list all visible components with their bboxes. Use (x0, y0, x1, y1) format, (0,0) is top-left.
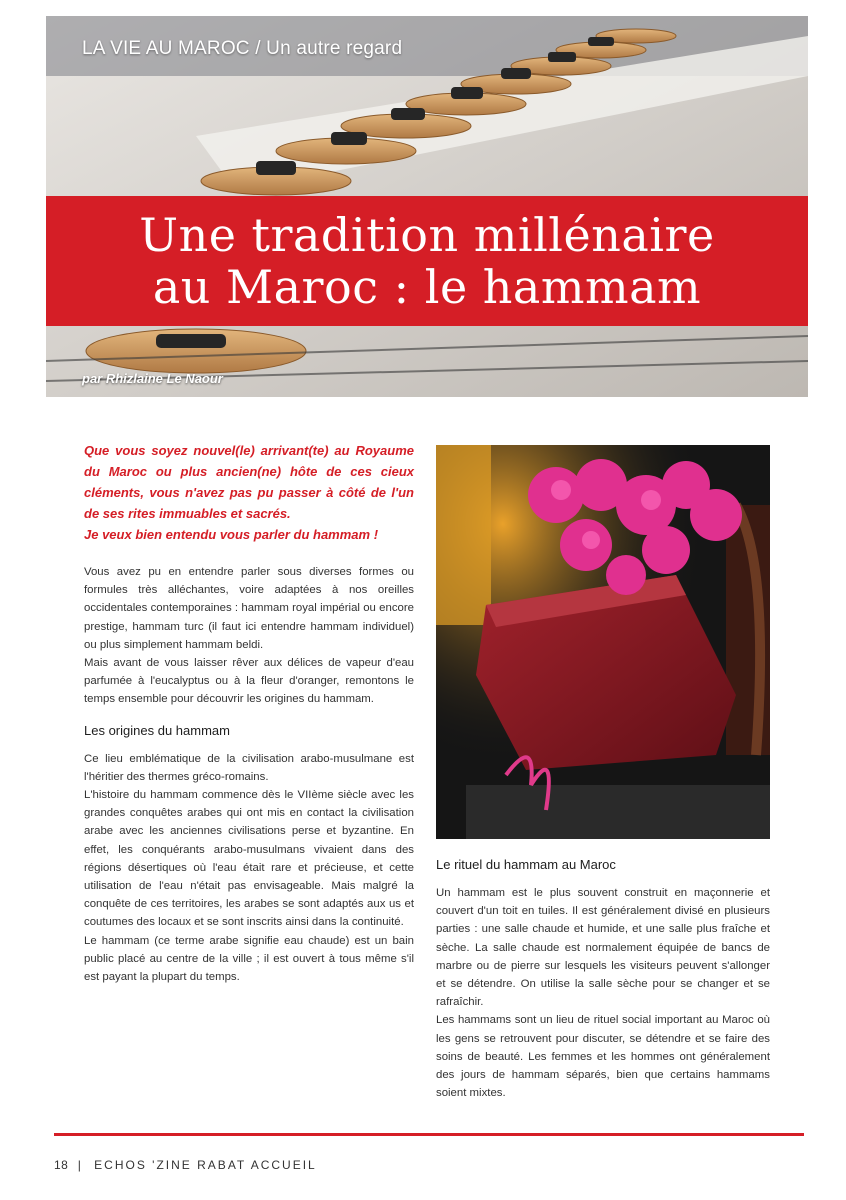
left-column (84, 440, 414, 986)
right-column (436, 445, 770, 1102)
title-band (46, 196, 808, 326)
page-number: 18 (54, 1158, 69, 1172)
lede-closing: Je veux bien entendu vous parler du hammam ! (84, 527, 379, 542)
hero-banner (46, 16, 808, 397)
article-title-line-1: Une tradition millénaire (139, 208, 715, 262)
footer-separator: | (77, 1158, 81, 1172)
soap-flowers-photo (436, 445, 770, 839)
body-paragraph: Mais avant de vous laisser rêver aux délices de vapeur d'eau parfumée à l'eucalyptus ou à la fleur d'oranger, remontons le temps ensemble pour découvrir les origines du hammam. (84, 657, 414, 706)
page-footer (54, 1158, 317, 1172)
body-paragraph: Le hammam (ce terme arabe signifie eau chaude) est un bain public placé au centre de la ville ; il est ouvert à tous même s'il est payant la plupart du temps. (84, 934, 414, 984)
article-title-line-2: au Maroc : le hammam (152, 260, 702, 314)
subheading-origins: Les origines du hammam (84, 722, 230, 738)
footer-divider (54, 1133, 804, 1136)
body-paragraph: Un hammam est le plus souvent construit en maçonnerie et couvert d'un toit en tuiles. Il est généralement divisé en plusieurs parties : une salle chaude et humide, et une salle plus fraîche et sèche. La salle chaude est normalement équipée de bancs de marbre ou de pierre sur lesquels les visiteurs peuvent s'allonger et se détendre. On utilise la salle sèche pour se changer et se rafraîchir. (436, 887, 770, 1009)
section-kicker: LA VIE AU MAROC / Un autre regard (82, 38, 403, 59)
body-paragraph: L'histoire du hammam commence dès le VIIème siècle avec les grandes conquêtes arabes qui ont mis en contact la civilisation arabe avec les anciennes civilisations perse et byzantine. En effet, les conquérants arabo-musulmans vivaient dans des régions désertiques où l'eau était rare et précieuse, et cette utilisation de l'eau n'était pas envisageable. Mais malgré la conquête de ces territoires, les arabes se sont adaptés aux us et coutumes des locaux et se sont inscrits ainsi dans la continuité. (84, 789, 414, 929)
body-paragraph: Ce lieu emblématique de la civilisation arabo-musulmane est l'héritier des thermes gréco-romains. (84, 752, 414, 783)
publication-name: ECHOS 'ZINE RABAT ACCUEIL (94, 1158, 317, 1172)
subheading-ritual: Le rituel du hammam au Maroc (436, 857, 616, 872)
author-byline: par Rhizlaine Le Naour (82, 371, 223, 386)
body-paragraph: Les hammams sont un lieu de rituel social important au Maroc où les gens se retrouvent pour discuter, se détendre et se faire des soins de beauté. Les femmes et les hommes ont généralement des jours de hammam séparés, bien que certains hammams soient mixtes. (436, 1014, 770, 1100)
lede-paragraph: Que vous soyez nouvel(le) arrivant(te) au Royaume du Maroc ou plus ancien(ne) hôte de ces cieux cléments, vous n'avez pas pu passer à côté de l'un de ses rites immuables et sacrés. (84, 443, 414, 521)
body-paragraph: Vous avez pu en entendre parler sous diverses formes ou formules très alléchantes, voire adaptées à nos oreilles occidentales contemporaines : hammam royal impérial ou encore prestige, hammam turc (il faut ici entendre hammam individuel) ou plus simplement hammam beldi. (84, 566, 414, 651)
